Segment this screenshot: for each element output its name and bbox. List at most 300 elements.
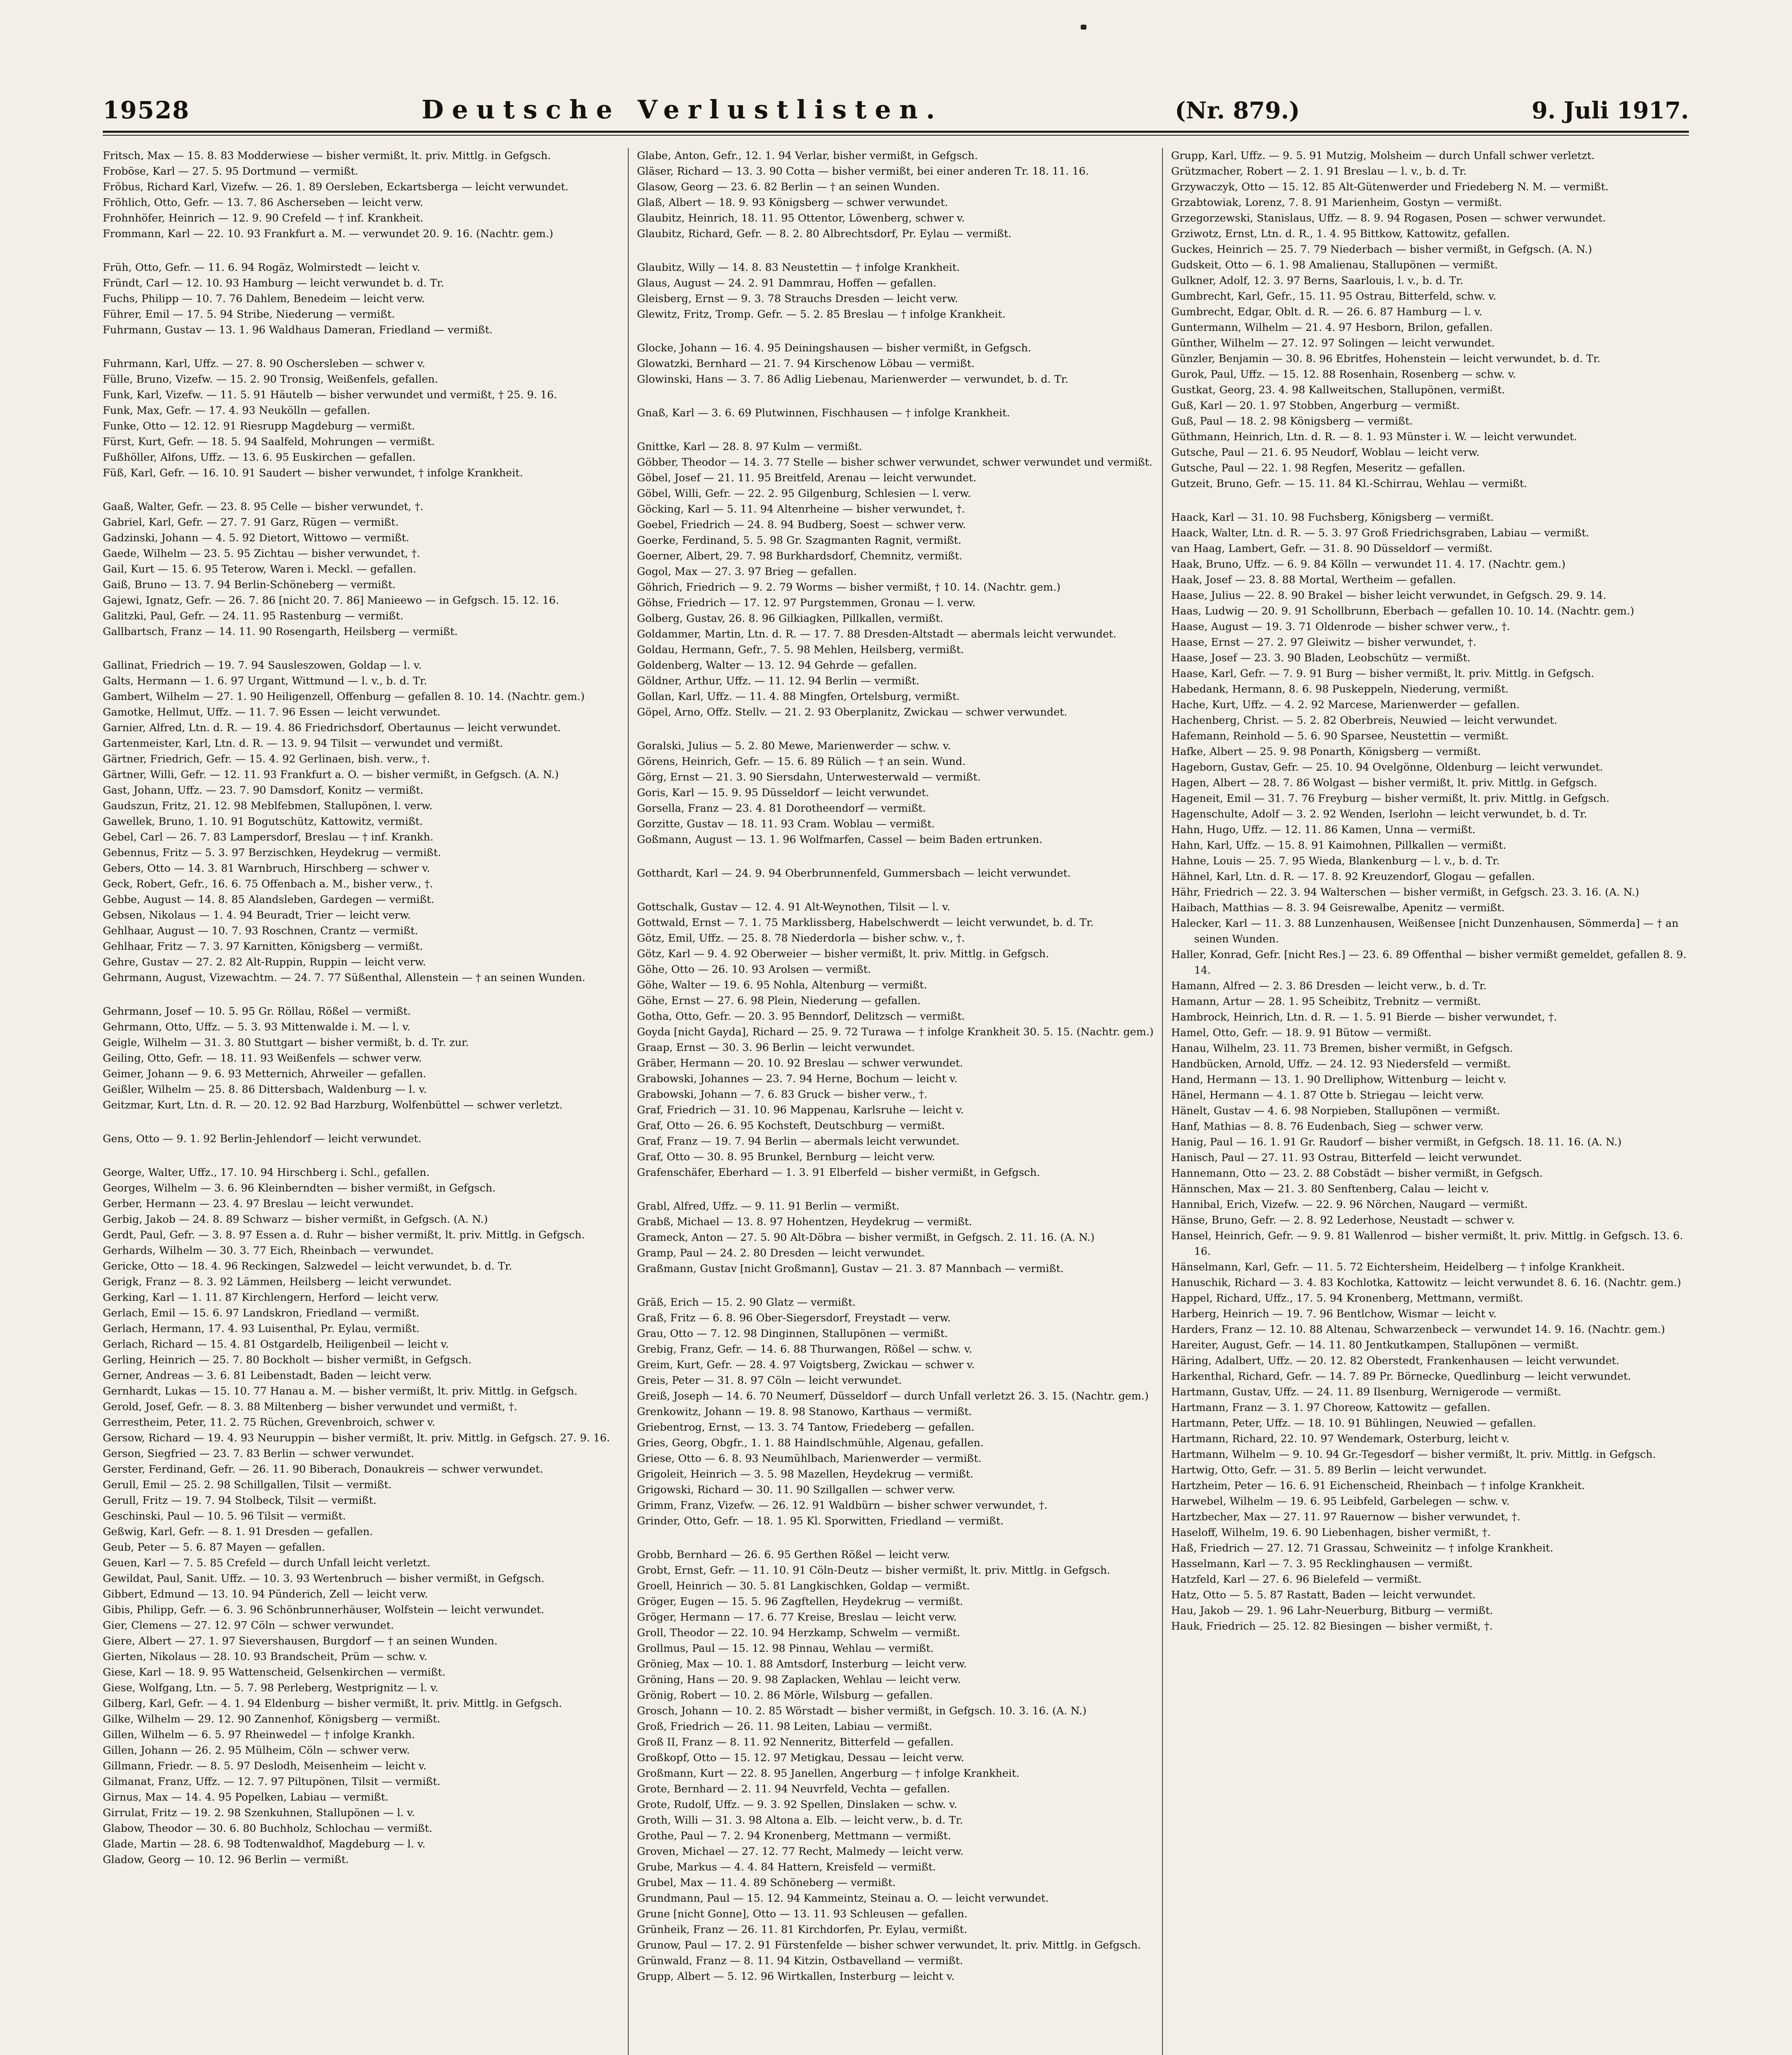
casualty-entry: Gebers, Otto — 14. 3. 81 Warnbruch, Hirschberg — schwer v.: [103, 862, 430, 875]
casualty-entry: Gillmann, Friedr. — 8. 5. 97 Deslodh, Meisenheim — leicht v.: [103, 1760, 427, 1772]
casualty-entry: Gebbe, August — 14. 8. 85 Alandsleben, Gardegen — vermißt.: [103, 894, 434, 906]
casualty-entry: Großkopf, Otto — 15. 12. 97 Metigkau, Dessau — leicht verw.: [637, 1752, 964, 1764]
casualty-entry: Göhe, Otto — 26. 10. 93 Arolsen — vermißt.: [637, 963, 871, 976]
section-gap: [103, 242, 620, 260]
section-gap: [103, 1113, 620, 1131]
section-gap: [103, 986, 620, 1004]
casualty-entry: Harwebel, Wilhelm — 19. 6. 95 Leibfeld, Garbelegen — schw. v.: [1171, 1495, 1510, 1508]
casualty-entry: Gerigk, Franz — 8. 3. 92 Lämmen, Heilsberg — leicht verwundet.: [103, 1276, 452, 1288]
casualty-entry: Geitzmar, Kurt, Ltn. d. R. — 20. 12. 92 Bad Harzburg, Wolfenbüttel — schwer verletzt.: [103, 1099, 563, 1111]
casualty-entry: Grune [nicht Gonne], Otto — 13. 11. 93 Schleusen — gefallen.: [637, 1908, 968, 1920]
casualty-entry: Grafenschäfer, Eberhard — 1. 3. 91 Elberfeld — bisher vermißt, in Gefgsch.: [637, 1166, 1040, 1179]
casualty-entry: Großmann, Kurt — 22. 8. 95 Janellen, Angerburg — † infolge Krankheit.: [637, 1767, 1019, 1780]
casualty-entry: Hanau, Wilhelm, 23. 11. 73 Bremen, bisher vermißt, in Gefgsch.: [1171, 1042, 1513, 1055]
casualty-entry: Hartzheim, Peter — 16. 6. 91 Eichenscheid, Rheinbach — † infolge Krankheit.: [1171, 1480, 1585, 1492]
casualty-entry: Gerlach, Richard — 15. 4. 81 Ostgardelb, Heiligenbeil — leicht v.: [103, 1338, 449, 1351]
column-1: [103, 148, 620, 2055]
casualty-entry: Haß, Friedrich — 27. 12. 71 Grassau, Schweinitz — † infolge Krankheit.: [1171, 1542, 1554, 1554]
casualty-entry: Göcking, Karl — 5. 11. 94 Altenrheine — bisher verwundet, †.: [637, 503, 965, 515]
casualty-entry: Haak, Josef — 23. 8. 88 Mortal, Wertheim — gefallen.: [1171, 574, 1456, 586]
section-gap: [637, 1277, 1155, 1295]
casualty-entry: Haas, Ludwig — 20. 9. 91 Schollbrunn, Eberbach — gefallen 10. 10. 14. (Nachtr. gem.): [1171, 605, 1634, 617]
casualty-entry: Geiling, Otto, Gefr. — 18. 11. 93 Weißenfels — schwer verw.: [103, 1052, 422, 1064]
casualty-entry: Gerhards, Wilhelm — 30. 3. 77 Eich, Rheinbach — verwundet.: [103, 1245, 434, 1257]
casualty-entry: Görg, Ernst — 21. 3. 90 Siersdahn, Unterwesterwald — vermißt.: [637, 771, 981, 783]
casualty-entry: Hänselmann, Karl, Gefr. — 11. 5. 72 Eichtersheim, Heidelberg — † infolge Krankheit.: [1171, 1261, 1625, 1273]
casualty-entry: Groven, Michael — 27. 12. 77 Recht, Malmedy — leicht verw.: [637, 1845, 964, 1858]
casualty-entry: Grameck, Anton — 27. 5. 90 Alt-Döbra — bisher vermißt, in Gefgsch. 2. 11. 16. (A. N.): [637, 1231, 1095, 1244]
casualty-entry: Göhe, Ernst — 27. 6. 98 Plein, Niederung — gefallen.: [637, 995, 921, 1007]
casualty-entry: Happel, Richard, Uffz., 17. 5. 94 Kronenberg, Mettmann, vermißt.: [1171, 1292, 1523, 1305]
casualty-entry: Gutzeit, Bruno, Gefr. — 15. 11. 84 Kl.-Schirrau, Wehlau — vermißt.: [1171, 478, 1527, 490]
casualty-entry: Hahne, Louis — 25. 7. 95 Wieda, Blankenburg — l. v., b. d. Tr.: [1171, 855, 1500, 867]
casualty-entry: Göhrich, Friedrich — 9. 2. 79 Worms — bisher vermißt, † 10. 14. (Nachtr. gem.): [637, 581, 1061, 593]
casualty-entry: Gulkner, Adolf, 12. 3. 97 Berns, Saarlouis, l. v., b. d. Tr.: [1171, 275, 1463, 287]
casualty-entry: Guß, Paul — 18. 2. 98 Königsberg — vermißt.: [1171, 415, 1413, 427]
casualty-entry: Goldammer, Martin, Ltn. d. R. — 17. 7. 88 Dresden-Altstadt — abermals leicht verwundet.: [637, 628, 1117, 640]
casualty-entry: Günzler, Benjamin — 30. 8. 96 Ebritfes, Hohenstein — leicht verwundet, b. d. Tr.: [1171, 353, 1601, 365]
casualty-entry: Gier, Clemens — 27. 12. 97 Cöln — schwer verwundet.: [103, 1619, 394, 1632]
casualty-entry: Goerner, Albert, 29. 7. 98 Burkhardsdorf, Chemnitz, vermißt.: [637, 550, 963, 562]
casualty-entry: Haack, Walter, Ltn. d. R. — 5. 3. 97 Groß Friedrichsgraben, Labiau — vermißt.: [1171, 527, 1589, 539]
casualty-entry: Grönieg, Max — 10. 1. 88 Amtsdorf, Insterburg — leicht verw.: [637, 1658, 967, 1670]
casualty-entry: Gillen, Wilhelm — 6. 5. 97 Rheinwedel — † infolge Krankh.: [103, 1729, 415, 1741]
casualty-entry: Hännschen, Max — 21. 3. 80 Senftenberg, Calau — leicht v.: [1171, 1183, 1489, 1195]
casualty-entry: Geschinski, Paul — 10. 5. 96 Tilsit — vermißt.: [103, 1510, 346, 1522]
publication-title: Deutsche Verlustlisten.: [421, 95, 943, 125]
casualty-entry: Graf, Otto — 26. 6. 95 Kochsteft, Deutschburg — vermißt.: [637, 1120, 945, 1132]
casualty-entry: Goerke, Ferdinand, 5. 5. 98 Gr. Szagmanten Ragnit, vermißt.: [637, 534, 962, 547]
casualty-entry: Harders, Franz — 12. 10. 88 Altenau, Schwarzenbeck — verwundet 14. 9. 16. (Nachtr. gem.): [1171, 1323, 1665, 1336]
casualty-entry: Funke, Otto — 12. 12. 91 Riesrupp Magdeburg — vermißt.: [103, 420, 415, 432]
casualty-entry: Füß, Karl, Gefr. — 16. 10. 91 Saudert — bisher verwundet, † infolge Krankheit.: [103, 467, 523, 479]
casualty-entry: Hau, Jakob — 29. 1. 96 Lahr-Neuerburg, Bitburg — vermißt.: [1171, 1605, 1493, 1617]
casualty-entry: Gerson, Siegfried — 23. 7. 83 Berlin — schwer verwundet.: [103, 1448, 414, 1460]
casualty-entry: Gierten, Nikolaus — 28. 10. 93 Brandscheit, Prüm — schw. v.: [103, 1651, 427, 1663]
section-gap: [637, 720, 1155, 738]
casualty-entry: Gumbrecht, Edgar, Oblt. d. R. — 26. 6. 87 Hamburg — l. v.: [1171, 306, 1483, 318]
casualty-entry: Galitzki, Paul, Gefr. — 24. 11. 95 Rastenburg — vermißt.: [103, 610, 404, 622]
casualty-entry: Fründt, Carl — 12. 10. 93 Hamburg — leicht verwundet b. d. Tr.: [103, 277, 444, 289]
casualty-entry: Haller, Konrad, Gefr. [nicht Res.] — 23. 6. 89 Offenthal — bisher vermißt gemeldet, gefallen 8. 9. 14.: [1171, 949, 1686, 977]
casualty-entry: Gewildat, Paul, Sanit. Uffz. — 10. 3. 93 Wertenbruch — bisher vermißt, in Gefgsch.: [103, 1572, 545, 1585]
casualty-entry: Fritsch, Max — 15. 8. 83 Modderwiese — bisher vermißt, lt. priv. Mittlg. in Gefgsch.: [103, 150, 551, 162]
casualty-entry: Gladow, Georg — 10. 12. 96 Berlin — vermißt.: [103, 1854, 349, 1866]
casualty-entry: Graf, Franz — 19. 7. 94 Berlin — abermals leicht verwundet.: [637, 1135, 960, 1148]
casualty-entry: Hannemann, Otto — 23. 2. 88 Cobstädt — bisher vermißt, in Gefgsch.: [1171, 1167, 1543, 1180]
casualty-entry: Gericke, Otto — 18. 4. 96 Reckingen, Salzwedel — leicht verwundet, b. d. Tr.: [103, 1260, 512, 1272]
casualty-entry: Hansel, Heinrich, Gefr. — 9. 9. 81 Wallenrod — bisher vermißt, lt. priv. Mittlg. in Gefgsch. 13. 6. 16.: [1171, 1230, 1683, 1258]
casualty-entry: Gerling, Heinrich — 25. 7. 80 Bockholt — bisher vermißt, in Gefgsch.: [103, 1354, 472, 1366]
section-gap: [103, 481, 620, 499]
casualty-entry: Früh, Otto, Gefr. — 11. 6. 94 Rogäz, Wolmirstedt — leicht v.: [103, 261, 420, 274]
casualty-entry: Hatz, Otto — 5. 5. 87 Rastatt, Baden — leicht verwundet.: [1171, 1589, 1476, 1601]
casualty-entry: Grupp, Albert — 5. 12. 96 Wirtkallen, Insterburg — leicht v.: [637, 1970, 955, 1983]
casualty-entry: Hänel, Hermann — 4. 1. 87 Otte b. Striegau — leicht verw.: [1171, 1089, 1484, 1101]
casualty-entry: Gajewi, Ignatz, Gefr. — 26. 7. 86 [nicht 20. 7. 86] Manieewo — in Gefgsch. 15. 12. 16.: [103, 594, 559, 607]
casualty-entry: Gebel, Carl — 26. 7. 83 Lampersdorf, Breslau — † inf. Krankh.: [103, 831, 434, 843]
section-gap: [637, 1529, 1155, 1547]
casualty-entry: Häring, Adalbert, Uffz. — 20. 12. 82 Oberstedt, Frankenhausen — leicht verwundet.: [1171, 1355, 1619, 1367]
casualty-entry: Gibis, Philipp, Gefr. — 6. 3. 96 Schönbrunnerhäuser, Wolfstein — leicht verwundet.: [103, 1604, 544, 1616]
casualty-entry: Günther, Wilhelm — 27. 12. 97 Solingen — leicht verwundet.: [1171, 337, 1495, 349]
casualty-entry: Grundmann, Paul — 15. 12. 94 Kammeintz, Steinau a. O. — leicht verwundet.: [637, 1892, 1049, 1905]
casualty-entry: Graap, Ernst — 30. 3. 96 Berlin — leicht verwundet.: [637, 1041, 915, 1054]
casualty-entry: Guß, Karl — 20. 1. 97 Stobben, Angerburg — vermißt.: [1171, 399, 1460, 412]
casualty-entry: Hasselmann, Karl — 7. 3. 95 Recklinghausen — vermißt.: [1171, 1558, 1473, 1570]
casualty-entry: Hanf, Mathias — 8. 8. 76 Eudenbach, Sieg — schwer verw.: [1171, 1120, 1483, 1133]
casualty-entry: Güthmann, Heinrich, Ltn. d. R. — 8. 1. 93 Münster i. W. — leicht verwundet.: [1171, 431, 1578, 443]
casualty-entry: Grunow, Paul — 17. 2. 91 Fürstenfelde — bisher schwer verwundet, lt. priv. Mittlg. in Gefgsch.: [637, 1939, 1141, 1951]
casualty-entry: Grigoleit, Heinrich — 3. 5. 98 Mazellen, Heydekrug — vermißt.: [637, 1468, 973, 1480]
casualty-entry: Groß, Friedrich — 26. 11. 98 Leiten, Labiau — vermißt.: [637, 1720, 932, 1733]
casualty-entry: Glowinski, Hans — 3. 7. 86 Adlig Liebenau, Marienwerder — verwundet, b. d. Tr.: [637, 373, 1069, 386]
casualty-entry: Gröning, Hans — 20. 9. 98 Zaplacken, Wehlau — leicht verw.: [637, 1674, 961, 1686]
section-gap: [637, 847, 1155, 866]
casualty-entry: Führer, Emil — 17. 5. 94 Stribe, Niederung — vermißt.: [103, 308, 395, 321]
casualty-entry: Glaß, Albert — 18. 9. 93 Königsberg — schwer verwundet.: [637, 196, 948, 209]
casualty-entry: Gernhardt, Lukas — 15. 10. 77 Hanau a. M. — bisher vermißt, lt. priv. Mittlg. in Gefgsch.: [103, 1385, 578, 1397]
section-gap: [1171, 492, 1689, 510]
casualty-entry: Haack, Karl — 31. 10. 98 Fuchsberg, Königsberg — vermißt.: [1171, 511, 1494, 524]
section-gap: [637, 242, 1155, 260]
casualty-entry: Hambrock, Heinrich, Ltn. d. R. — 1. 5. 91 Bierde — bisher verwundet, †.: [1171, 1011, 1557, 1023]
casualty-entry: Hachenberg, Christ. — 5. 2. 82 Oberbreis, Neuwied — leicht verwundet.: [1171, 714, 1557, 727]
casualty-entry: Grünheik, Franz — 26. 11. 81 Kirchdorfen, Pr. Eylau, vermißt.: [637, 1923, 967, 1936]
casualty-entry: Hähnel, Karl, Ltn. d. R. — 17. 8. 92 Kreuzendorf, Glogau — gefallen.: [1171, 870, 1535, 883]
header-rule: [103, 131, 1689, 133]
casualty-entry: Gärtner, Willi, Gefr. — 12. 11. 93 Frankfurt a. O. — bisher vermißt, in Gefgsch. (A. N.): [103, 769, 559, 781]
casualty-entry: Goldau, Hermann, Gefr., 7. 5. 98 Mehlen, Heilsberg, vermißt.: [637, 644, 964, 656]
page-number: 19528: [103, 96, 190, 124]
casualty-entry: Hannibal, Erich, Vizefw. — 22. 9. 96 Nörchen, Naugard — vermißt.: [1171, 1198, 1528, 1211]
casualty-entry: Frommann, Karl — 22. 10. 93 Frankfurt a. M. — verwundet 20. 9. 16. (Nachtr. gem.): [103, 228, 554, 240]
casualty-entry: Georges, Wilhelm — 3. 6. 96 Kleinberndten — bisher vermißt, in Gefgsch.: [103, 1182, 496, 1194]
casualty-entry: Glabe, Anton, Gefr., 12. 1. 94 Verlar, bisher vermißt, in Gefgsch.: [637, 150, 978, 162]
casualty-entry: Gorzitte, Gustav — 18. 11. 93 Cram. Woblau — vermißt.: [637, 818, 935, 830]
casualty-entry: Gerdt, Paul, Gefr. — 3. 8. 97 Essen a. d. Ruhr — bisher vermißt, lt. priv. Mittlg. in Gefgsch.: [103, 1229, 585, 1241]
section-gap: [637, 421, 1155, 439]
casualty-entry: Hamann, Artur — 28. 1. 95 Scheibitz, Trebnitz — vermißt.: [1171, 995, 1481, 1008]
casualty-entry: Göhe, Walter — 19. 6. 95 Nohla, Altenburg — vermißt.: [637, 979, 927, 991]
casualty-entry: Grönig, Robert — 10. 2. 86 Mörle, Wilsburg — gefallen.: [637, 1689, 933, 1702]
casualty-entry: Gamotke, Hellmut, Uffz. — 11. 7. 96 Essen — leicht verwundet.: [103, 706, 441, 718]
casualty-entry: Göpel, Arno, Offz. Stellv. — 21. 2. 93 Oberplanitz, Zwickau — schwer verwundet.: [637, 706, 1068, 718]
casualty-entry: Grosch, Johann — 10. 2. 85 Wörstadt — bisher vermißt, in Gefgsch. 10. 3. 16. (A. N.): [637, 1705, 1087, 1717]
casualty-entry: Gerlach, Emil — 15. 6. 97 Landskron, Friedland — vermißt.: [103, 1307, 420, 1319]
casualty-entry: Greis, Peter — 31. 8. 97 Cöln — leicht verwundet.: [637, 1374, 902, 1387]
casualty-entry: Groß II, Franz — 8. 11. 92 Nenneritz, Bitterfeld — gefallen.: [637, 1736, 954, 1748]
casualty-entry: Hartmann, Richard, 22. 10. 97 Wendemark, Osterburg, leicht v.: [1171, 1433, 1510, 1445]
casualty-entry: Gerber, Hermann — 23. 4. 97 Breslau — leicht verwundet.: [103, 1198, 414, 1210]
casualty-entry: Goldenberg, Walter — 13. 12. 94 Gehrde — gefallen.: [637, 659, 917, 672]
section-gap: [103, 338, 620, 356]
casualty-entry: Glasow, Georg — 23. 6. 82 Berlin — † an seinen Wunden.: [637, 181, 940, 193]
casualty-entry: Grote, Bernhard — 2. 11. 94 Neuvrfeld, Vechta — gefallen.: [637, 1783, 950, 1795]
casualty-entry: Götz, Karl — 9. 4. 92 Oberweier — bisher vermißt, lt. priv. Mittlg. in Gefgsch.: [637, 948, 1049, 960]
casualty-entry: Hähr, Friedrich — 22. 3. 94 Walterschen — bisher vermißt, in Gefgsch. 23. 3. 16. (A. N.): [1171, 886, 1640, 898]
casualty-entry: Fuhrmann, Gustav — 13. 1. 96 Waldhaus Dameran, Friedland — vermißt.: [103, 324, 493, 336]
casualty-entry: Grabl, Alfred, Uffz. — 9. 11. 91 Berlin — vermißt.: [637, 1200, 899, 1212]
casualty-entry: Grubel, Max — 11. 4. 89 Schöneberg — vermißt.: [637, 1877, 896, 1889]
casualty-entry: Grützmacher, Robert — 2. 1. 91 Breslau — l. v., b. d. Tr.: [1171, 165, 1467, 178]
casualty-entry: Geck, Robert, Gefr., 16. 6. 75 Offenbach a. M., bisher verw., †.: [103, 878, 434, 890]
casualty-entry: Fußhöller, Alfons, Uffz. — 13. 6. 95 Euskirchen — gefallen.: [103, 451, 416, 464]
casualty-entry: Gens, Otto — 9. 1. 92 Berlin-Jehlendorf — leicht verwundet.: [103, 1133, 422, 1145]
casualty-entry: Gräß, Erich — 15. 2. 90 Glatz — vermißt.: [637, 1296, 856, 1309]
casualty-entry: Fuchs, Philipp — 10. 7. 76 Dahlem, Benedeim — leicht verw.: [103, 293, 425, 305]
section-gap: [637, 881, 1155, 899]
casualty-entry: Haibach, Matthias — 8. 3. 94 Geisrewalbe, Apenitz — vermißt.: [1171, 902, 1505, 914]
casualty-entry: Grote, Rudolf, Uffz. — 9. 3. 92 Spellen, Dinslaken — schw. v.: [637, 1799, 957, 1811]
casualty-entry: Groell, Heinrich — 30. 5. 81 Langkischken, Goldap — vermißt.: [637, 1580, 970, 1592]
casualty-entry: Groll, Theodor — 22. 10. 94 Herzkamp, Schwelm — vermißt.: [637, 1627, 960, 1639]
casualty-entry: Girnus, Max — 14. 4. 95 Popelken, Labiau — vermißt.: [103, 1791, 389, 1803]
casualty-entry: Hafemann, Reinhold — 5. 6. 90 Sparsee, Neustettin — vermißt.: [1171, 730, 1509, 742]
casualty-entry: Habedank, Hermann, 8. 6. 98 Puskeppeln, Niederung, vermißt.: [1171, 683, 1509, 695]
section-gap: [637, 387, 1155, 405]
casualty-entry: Gehlhaar, August — 10. 7. 93 Roschnen, Crantz — vermißt.: [103, 925, 418, 937]
casualty-entry: Haak, Bruno, Uffz. — 6. 9. 84 Kölln — verwundet 11. 4. 17. (Nachtr. gem.): [1171, 558, 1566, 570]
casualty-entry: Grimm, Franz, Vizefw. — 26. 12. 91 Waldbürn — bisher schwer verwundet, †.: [637, 1499, 1048, 1512]
casualty-entry: Gail, Kurt — 15. 6. 95 Teterow, Waren i. Meckl. — gefallen.: [103, 563, 417, 575]
casualty-entry: Gehrmann, August, Vizewachtm. — 24. 7. 77 Süßenthal, Allenstein — † an seinen Wunden.: [103, 972, 586, 984]
casualty-entry: Garnier, Alfred, Ltn. d. R. — 19. 4. 86 Friedrichsdorf, Obertaunus — leicht verwundet.: [103, 722, 561, 734]
casualty-entry: Glaubitz, Willy — 14. 8. 83 Neustettin — † infolge Krankheit.: [637, 261, 960, 274]
casualty-entry: Fuhrmann, Karl, Uffz. — 27. 8. 90 Oschersleben — schwer v.: [103, 358, 425, 370]
casualty-entry: Gast, Johann, Uffz. — 23. 7. 90 Damsdorf, Konitz — vermißt.: [103, 784, 424, 797]
casualty-entry: Gurok, Paul, Uffz. — 15. 12. 88 Rosenhain, Rosenberg — schw. v.: [1171, 368, 1516, 381]
casualty-entry: Gebennus, Fritz — 5. 3. 97 Berzischken, Heydekrug — vermißt.: [103, 847, 441, 859]
casualty-entry: Hartwig, Otto, Gefr. — 31. 5. 89 Berlin — leicht verwundet.: [1171, 1464, 1487, 1476]
casualty-entry: Hamann, Alfred — 2. 3. 86 Dresden — leicht verw., b. d. Tr.: [1171, 980, 1487, 992]
casualty-entry: Gaiß, Bruno — 13. 7. 94 Berlin-Schöneberg — vermißt.: [103, 579, 396, 591]
casualty-entry: Gerner, Andreas — 3. 6. 81 Leibenstadt, Baden — leicht verw.: [103, 1369, 432, 1382]
casualty-entry: Göbber, Theodor — 14. 3. 77 Stelle — bisher schwer verwundet, schwer verwundet und vermißt.: [637, 456, 1153, 469]
casualty-entry: Goralski, Julius — 5. 2. 80 Mewe, Marienwerder — schw. v.: [637, 740, 951, 752]
casualty-entry: van Haag, Lambert, Gefr. — 31. 8. 90 Düsseldorf — vermißt.: [1171, 543, 1493, 555]
casualty-entry: Frohnhöfer, Heinrich — 12. 9. 90 Crefeld — † inf. Krankheit.: [103, 212, 424, 224]
casualty-entry: Fröbus, Richard Karl, Vizefw. — 26. 1. 89 Oersleben, Eckartsberga — leicht verwundet.: [103, 181, 569, 193]
casualty-entry: Guntermann, Wilhelm — 21. 4. 97 Hesborn, Brilon, gefallen.: [1171, 321, 1493, 334]
casualty-entry: Gebsen, Nikolaus — 1. 4. 94 Beuradt, Trier — leicht verw.: [103, 909, 411, 921]
casualty-entry: Gillen, Johann — 26. 2. 95 Mülheim, Cöln — schwer verw.: [103, 1744, 410, 1757]
casualty-entry: Gries, Georg, Obgfr., 1. 1. 88 Haindlschmühle, Algenau, gefallen.: [637, 1437, 984, 1449]
casualty-entry: Gaede, Wilhelm — 23. 5. 95 Zichtau — bisher verwundet, †.: [103, 547, 420, 560]
column-divider: [1162, 148, 1163, 2055]
casualty-entry: Greiß, Joseph — 14. 6. 70 Neumerf, Düsseldorf — durch Unfall verletzt 26. 3. 15. (Nachtr. gem.): [637, 1390, 1149, 1402]
casualty-entry: Glaubitz, Richard, Gefr. — 8. 2. 80 Albrechtsdorf, Pr. Eylau — vermißt.: [637, 228, 1012, 240]
casualty-entry: Görens, Heinrich, Gefr. — 15. 6. 89 Rülich — † an sein. Wund.: [637, 755, 966, 768]
casualty-entry: Gräber, Hermann — 20. 10. 92 Breslau — schwer verwundet.: [637, 1057, 963, 1069]
casualty-entry: Gottwald, Ernst — 7. 1. 75 Marklissberg, Habelschwerdt — leicht verwundet, b. d. Tr.: [637, 917, 1094, 929]
casualty-entry: Hartmann, Wilhelm — 9. 10. 94 Gr.-Tegesdorf — bisher vermißt, lt. priv. Mittlg. in Gefgsch.: [1171, 1448, 1656, 1461]
casualty-entry: Geigle, Wilhelm — 31. 3. 80 Stuttgart — bisher vermißt, b. d. Tr. zur.: [103, 1037, 469, 1049]
column-3: [1171, 148, 1689, 2055]
casualty-entry: Gadzinski, Johann — 4. 5. 92 Dietort, Wittowo — vermißt.: [103, 532, 409, 544]
casualty-entry: Handbücken, Arnold, Uffz. — 24. 12. 93 Niedersfeld — vermißt.: [1171, 1058, 1511, 1070]
casualty-entry: Haase, Karl, Gefr. — 7. 9. 91 Burg — bisher vermißt, lt. priv. Mittlg. in Gefgsch.: [1171, 667, 1594, 680]
casualty-entry: Glewitz, Fritz, Tromp. Gefr. — 5. 2. 85 Breslau — † infolge Krankheit.: [637, 308, 1006, 321]
casualty-entry: Gehlhaar, Fritz — 7. 3. 97 Karnitten, Königsberg — vermißt.: [103, 940, 423, 953]
casualty-entry: Hanig, Paul — 16. 1. 91 Gr. Raudorf — bisher vermißt, in Gefgsch. 18. 11. 16. (A. N.): [1171, 1136, 1622, 1148]
casualty-entry: Glowatzki, Bernhard — 21. 7. 94 Kirschenow Löbau — vermißt.: [637, 358, 975, 370]
casualty-entry: Hartmann, Franz — 3. 1. 97 Choreow, Kattowitz — gefallen.: [1171, 1402, 1490, 1414]
casualty-entry: Hagenschulte, Adolf — 3. 2. 92 Wenden, Iserlohn — leicht verwundet, b. d. Tr.: [1171, 808, 1587, 820]
casualty-entry: Grziwotz, Ernst, Ltn. d. R., 1. 4. 95 Bittkow, Kattowitz, gefallen.: [1171, 228, 1510, 240]
casualty-entry: Graßmann, Gustav [nicht Großmann], Gustav — 21. 3. 87 Mannbach — vermißt.: [637, 1263, 1064, 1275]
casualty-entry: Geßwig, Karl, Gefr. — 8. 1. 91 Dresden — gefallen.: [103, 1526, 373, 1538]
casualty-entry: Grobt, Ernst, Gefr. — 11. 10. 91 Cöln-Deutz — bisher vermißt, lt. priv. Mittlg. in Gefgsch.: [637, 1564, 1110, 1577]
casualty-entry: Gnittke, Karl — 28. 8. 97 Kulm — vermißt.: [637, 441, 863, 453]
casualty-entry: Geub, Peter — 5. 6. 87 Mayen — gefallen.: [103, 1541, 325, 1554]
casualty-entry: Gerrestheim, Peter, 11. 2. 75 Rüchen, Grevenbroich, schwer v.: [103, 1416, 436, 1429]
casualty-entry: Hartzbecher, Max — 27. 11. 97 Rauernow — bisher verwundet, †.: [1171, 1511, 1520, 1523]
casualty-entry: Hageneit, Emil — 31. 7. 76 Freyburg — bisher vermißt, lt. priv. Mittlg. in Gefgsch.: [1171, 792, 1610, 805]
casualty-entry: Gerster, Ferdinand, Gefr. — 26. 11. 90 Biberach, Donaukreis — schwer verwundet.: [103, 1463, 543, 1475]
casualty-entry: Gotha, Otto, Gefr. — 20. 3. 95 Benndorf, Delitzsch — vermißt.: [637, 1010, 965, 1023]
casualty-entry: Gottschalk, Gustav — 12. 4. 91 Alt-Weynothen, Tilsit — l. v.: [637, 901, 950, 913]
casualty-entry: Hache, Kurt, Uffz. — 4. 2. 92 Marcese, Marienwerder — gefallen.: [1171, 699, 1520, 711]
casualty-entry: Gerold, Josef, Gefr. — 8. 3. 88 Miltenberg — bisher verwundet und vermißt, †.: [103, 1401, 517, 1413]
casualty-entry: Harkenthal, Richard, Gefr. — 14. 7. 89 Pr. Börnecke, Quedlinburg — leicht verwundet.: [1171, 1370, 1631, 1383]
casualty-entry: Gröger, Hermann — 17. 6. 77 Kreise, Breslau — leicht verw.: [637, 1611, 957, 1623]
casualty-entry: Goyda [nicht Gayda], Richard — 25. 9. 72 Turawa — † infolge Krankheit 30. 5. 15. (Nachtr. gem.): [637, 1026, 1154, 1038]
casualty-entry: Hareiter, August, Gefr. — 14. 11. 80 Jentkutkampen, Stallupönen — vermißt.: [1171, 1339, 1579, 1351]
casualty-entry: Grzegorzewski, Stanislaus, Uffz. — 8. 9. 94 Rogasen, Posen — schwer verwundet.: [1171, 212, 1606, 224]
casualty-entry: Gehrmann, Josef — 10. 5. 95 Gr. Röllau, Rößel — vermißt.: [103, 1005, 411, 1018]
page-header: [103, 95, 1689, 123]
casualty-entry: Haase, August — 19. 3. 71 Oldenrode — bisher schwer verw., †.: [1171, 621, 1510, 633]
casualty-entry: Göldner, Arthur, Uffz. — 11. 12. 94 Berlin — vermißt.: [637, 675, 920, 687]
casualty-entry: Glabow, Theodor — 30. 6. 80 Buchholz, Schlochau — vermißt.: [103, 1822, 433, 1835]
casualty-entry: Hänelt, Gustav — 4. 6. 98 Norpieben, Stallupönen — vermißt.: [1171, 1105, 1500, 1117]
casualty-entry: Gehre, Gustav — 27. 2. 82 Alt-Ruppin, Ruppin — leicht verw.: [103, 956, 426, 968]
casualty-entry: Grabowski, Johann — 7. 6. 83 Gruck — bisher verw., †.: [637, 1088, 927, 1101]
casualty-entry: Griebentrog, Ernst, — 13. 3. 74 Tantow, Friedeberg — gefallen.: [637, 1421, 975, 1434]
casualty-entry: Guckes, Heinrich — 25. 7. 79 Niederbach — bisher vermißt, in Gefgsch. (A. N.): [1171, 243, 1592, 256]
casualty-entry: Grau, Otto — 7. 12. 98 Dinginnen, Stallupönen — vermißt.: [637, 1328, 948, 1340]
section-gap: [637, 322, 1155, 340]
casualty-entry: Giese, Karl — 18. 9. 95 Wattenscheid, Gelsenkirchen — vermißt.: [103, 1666, 446, 1679]
casualty-entry: Geimer, Johann — 9. 6. 93 Metternich, Ahrweiler — gefallen.: [103, 1068, 427, 1080]
casualty-entry: Groth, Willi — 31. 3. 98 Altona a. Elb. — leicht verw., b. d. Tr.: [637, 1814, 963, 1826]
casualty-entry: Grupp, Karl, Uffz. — 9. 5. 91 Mutzig, Molsheim — durch Unfall schwer verletzt.: [1171, 150, 1595, 162]
casualty-entry: Hartmann, Gustav, Uffz. — 24. 11. 89 Ilsenburg, Wernigerode — vermißt.: [1171, 1386, 1561, 1398]
column-2: [637, 148, 1155, 2055]
casualty-entry: Gärtner, Friedrich, Gefr. — 15. 4. 92 Gerlinaen, bish. verw., †.: [103, 753, 430, 765]
casualty-entry: Grünwald, Franz — 8. 11. 94 Kitzin, Ostbavelland — vermißt.: [637, 1955, 963, 1967]
casualty-entry: Harberg, Heinrich — 19. 7. 96 Bentlchow, Wismar — leicht v.: [1171, 1308, 1497, 1320]
casualty-entry: Gaaß, Walter, Gefr. — 23. 8. 95 Celle — bisher verwundet, †.: [103, 501, 424, 513]
header-rule-thin: [103, 135, 1689, 136]
casualty-entry: Gambert, Wilhelm — 27. 1. 90 Heiligenzell, Offenburg — gefallen 8. 10. 14. (Nachtr. gem.): [103, 690, 585, 703]
casualty-entry: Göbel, Josef — 21. 11. 95 Breitfeld, Arenau — leicht verwundet.: [637, 472, 976, 484]
casualty-entry: Funk, Max, Gefr. — 17. 4. 93 Neukölln — gefallen.: [103, 404, 370, 417]
casualty-entry: Gumbrecht, Karl, Gefr., 15. 11. 95 Ostrau, Bitterfeld, schw. v.: [1171, 290, 1497, 302]
casualty-entry: Hafke, Albert — 25. 9. 98 Ponarth, Königsberg — vermißt.: [1171, 746, 1481, 758]
casualty-entry: Haase, Josef — 23. 3. 90 Bladen, Leobschütz — vermißt.: [1171, 652, 1471, 664]
casualty-entry: Gleisberg, Ernst — 9. 3. 78 Strauchs Dresden — leicht verw.: [637, 293, 958, 305]
casualty-entry: Gartenmeister, Karl, Ltn. d. R. — 13. 9. 94 Tilsit — verwundet und vermißt.: [103, 737, 503, 750]
casualty-entry: Gersow, Richard — 19. 4. 93 Neuruppin — bisher vermißt, lt. priv. Mittlg. in Gefgsch. 27. 9. 16.: [103, 1432, 610, 1444]
casualty-entry: Gollan, Karl, Uffz. — 11. 4. 88 Mingfen, Ortelsburg, vermißt.: [637, 690, 960, 703]
casualty-entry: Gibbert, Edmund — 13. 10. 94 Pünderich, Zell — leicht verw.: [103, 1588, 428, 1600]
casualty-entry: Fülle, Bruno, Vizefw. — 15. 2. 90 Tronsig, Weißenfels, gefallen.: [103, 373, 438, 386]
section-gap: [103, 640, 620, 658]
casualty-entry: Gudskeit, Otto — 6. 1. 98 Amalienau, Stallupönen — vermißt.: [1171, 259, 1498, 271]
casualty-entry: Göhse, Friedrich — 17. 12. 97 Purgstemmen, Gronau — l. verw.: [637, 597, 976, 609]
casualty-entry: Gutsche, Paul — 21. 6. 95 Neudorf, Woblau — leicht verw.: [1171, 446, 1480, 459]
casualty-entry: Hauk, Friedrich — 25. 12. 82 Biesingen — bisher vermißt, †.: [1171, 1620, 1493, 1632]
casualty-entry: Graß, Fritz — 6. 8. 96 Ober-Siegersdorf, Freystadt — verw.: [637, 1312, 951, 1324]
casualty-entry: Gerlach, Hermann, 17. 4. 93 Luisenthal, Pr. Eylau, vermißt.: [103, 1323, 420, 1335]
casualty-entry: Giere, Albert — 27. 1. 97 Sievershausen, Burgdorf — † an seinen Wunden.: [103, 1635, 498, 1647]
casualty-entry: Hand, Hermann — 13. 1. 90 Drelliphow, Wittenburg — leicht v.: [1171, 1074, 1506, 1086]
casualty-entry: George, Walter, Uffz., 17. 10. 94 Hirschberg i. Schl., gefallen.: [103, 1166, 430, 1179]
casualty-entry: Gröger, Eugen — 15. 5. 96 Zagftellen, Heydekrug — vermißt.: [637, 1596, 963, 1608]
casualty-entry: Gabriel, Karl, Gefr. — 27. 7. 91 Garz, Rügen — vermißt.: [103, 516, 399, 529]
casualty-entry: Haase, Julius — 22. 8. 90 Brakel — bisher leicht verwundet, in Gefgsch. 29. 9. 14.: [1171, 589, 1607, 602]
casualty-entry: Hartmann, Peter, Uffz. — 18. 10. 91 Bühlingen, Neuwied — gefallen.: [1171, 1417, 1536, 1429]
casualty-entry: Hageborn, Gustav, Gefr. — 25. 10. 94 Ovelgönne, Oldenburg — leicht verwundet.: [1171, 761, 1603, 774]
casualty-entry: Halecker, Karl — 11. 3. 88 Lunzenhausen, Weißensee [nicht Dunzenhausen, Sömmerda] — † an seinen Wunden.: [1171, 917, 1679, 945]
casualty-entry: Gerull, Fritz — 19. 7. 94 Stolbeck, Tilsit — vermißt.: [103, 1494, 377, 1507]
casualty-entry: Hanisch, Paul — 27. 11. 93 Ostrau, Bitterfeld — leicht verwundet.: [1171, 1152, 1522, 1164]
casualty-entry: Gramp, Paul — 24. 2. 80 Dresden — leicht verwundet.: [637, 1247, 925, 1259]
casualty-entry: Hahn, Karl, Uffz. — 15. 8. 91 Kaimohnen, Pillkallen — vermißt.: [1171, 839, 1506, 852]
casualty-entry: Hamel, Otto, Gefr. — 18. 9. 91 Bütow — vermißt.: [1171, 1027, 1432, 1039]
casualty-entry: Gotthardt, Karl — 24. 9. 94 Oberbrunnenfeld, Gummersbach — leicht verwundet.: [637, 867, 1071, 880]
casualty-entry: Funk, Karl, Vizefw. — 11. 5. 91 Häutelb — bisher verwundet und vermißt, † 25. 9. 16.: [103, 389, 557, 401]
casualty-entry: Graf, Friedrich — 31. 10. 96 Mappenau, Karlsruhe — leicht v.: [637, 1104, 964, 1116]
issue-number: (Nr. 879.): [1175, 97, 1300, 124]
casualty-entry: Hahn, Hugo, Uffz. — 12. 11. 86 Kamen, Unna — vermißt.: [1171, 824, 1476, 836]
casualty-entry: Gaudszun, Fritz, 21. 12. 98 Meblfebmen, Stallupönen, l. verw.: [103, 800, 433, 812]
casualty-entry: Gallbartsch, Franz — 14. 11. 90 Rosengarth, Heilsberg — vermißt.: [103, 626, 458, 638]
casualty-entry: Gnaß, Karl — 3. 6. 69 Plutwinnen, Fischhausen — † infolge Krankheit.: [637, 407, 1010, 419]
casualty-entry: Goebel, Friedrich — 24. 8. 94 Budberg, Soest — schwer verw.: [637, 519, 966, 531]
casualty-entry: Glaubitz, Heinrich, 18. 11. 95 Ottentor, Löwenberg, schwer v.: [637, 212, 965, 224]
casualty-entry: Geißler, Wilhelm — 25. 8. 86 Dittersbach, Waldenburg — l. v.: [103, 1083, 427, 1096]
casualty-entry: Hänse, Bruno, Gefr. — 2. 8. 92 Lederhose, Neustadt — schwer v.: [1171, 1214, 1515, 1226]
casualty-entry: Golberg, Gustav, 26. 8. 96 Gilkiagken, Pillkallen, vermißt.: [637, 612, 943, 625]
casualty-entry: Haase, Ernst — 27. 2. 97 Gleiwitz — bisher verwundet, †.: [1171, 636, 1476, 649]
casualty-entry: Grebig, Franz, Gefr. — 14. 6. 88 Thurwangen, Rößel — schw. v.: [637, 1343, 972, 1355]
casualty-entry: Grabowski, Johannes — 23. 7. 94 Herne, Bochum — leicht v.: [637, 1073, 958, 1085]
casualty-entry: Giese, Wolfgang, Ltn. — 5. 7. 98 Perleberg, Westprignitz — l. v.: [103, 1682, 438, 1694]
casualty-entry: Hatzfeld, Karl — 27. 6. 96 Bielefeld — vermißt.: [1171, 1573, 1422, 1586]
casualty-entry: Goris, Karl — 15. 9. 95 Düsseldorf — leicht verwundet.: [637, 787, 929, 799]
casualty-entry: Gallinat, Friedrich — 19. 7. 94 Sausleszowen, Goldap — l. v.: [103, 659, 422, 672]
issue-date: 9. Juli 1917.: [1531, 97, 1689, 124]
casualty-entry: Gilberg, Karl, Gefr. — 4. 1. 94 Eldenburg — bisher vermißt, lt. priv. Mittlg. in Gefgsch.: [103, 1697, 562, 1710]
casualty-entry: Girrulat, Fritz — 19. 2. 98 Szenkuhnen, Stallupönen — l. v.: [103, 1807, 415, 1819]
casualty-entry: Gerull, Emil — 25. 2. 98 Schillgallen, Tilsit — vermißt.: [103, 1479, 392, 1491]
casualty-entry: Grothe, Paul — 7. 2. 94 Kronenberg, Mettmann — vermißt.: [637, 1830, 951, 1842]
casualty-entry: Fürst, Kurt, Gefr. — 18. 5. 94 Saalfeld, Mohrungen — vermißt.: [103, 436, 435, 448]
casualty-entry: Gutsche, Paul — 22. 1. 98 Regfen, Meseritz — gefallen.: [1171, 462, 1466, 474]
casualty-entry: Grabß, Michael — 13. 8. 97 Hohentzen, Heydekrug — vermißt.: [637, 1216, 972, 1228]
casualty-entry: Gawellek, Bruno, 1. 10. 91 Bogutschütz, Kattowitz, vermißt.: [103, 815, 423, 828]
casualty-entry: Fröhlich, Otto, Gefr. — 13. 7. 86 Ascherseben — leicht verw.: [103, 196, 423, 209]
casualty-entry: Glaus, August — 24. 2. 91 Dammrau, Hoffen — gefallen.: [637, 277, 936, 289]
casualty-entry: Glocke, Johann — 16. 4. 95 Deiningshausen — bisher vermißt, in Gefgsch.: [637, 342, 1031, 354]
casualty-entry: Gilke, Wilhelm — 29. 12. 90 Zannenhof, Königsberg — vermißt.: [103, 1713, 441, 1725]
casualty-entry: Gerbig, Jakob — 24. 8. 89 Schwarz — bisher vermißt, in Gefgsch. (A. N.): [103, 1213, 488, 1226]
casualty-entry: Gustkat, Georg, 23. 4. 98 Kallweitschen, Stallupönen, vermißt.: [1171, 384, 1505, 396]
casualty-entry: Greim, Kurt, Gefr. — 28. 4. 97 Voigtsberg, Zwickau — schwer v.: [637, 1359, 975, 1371]
